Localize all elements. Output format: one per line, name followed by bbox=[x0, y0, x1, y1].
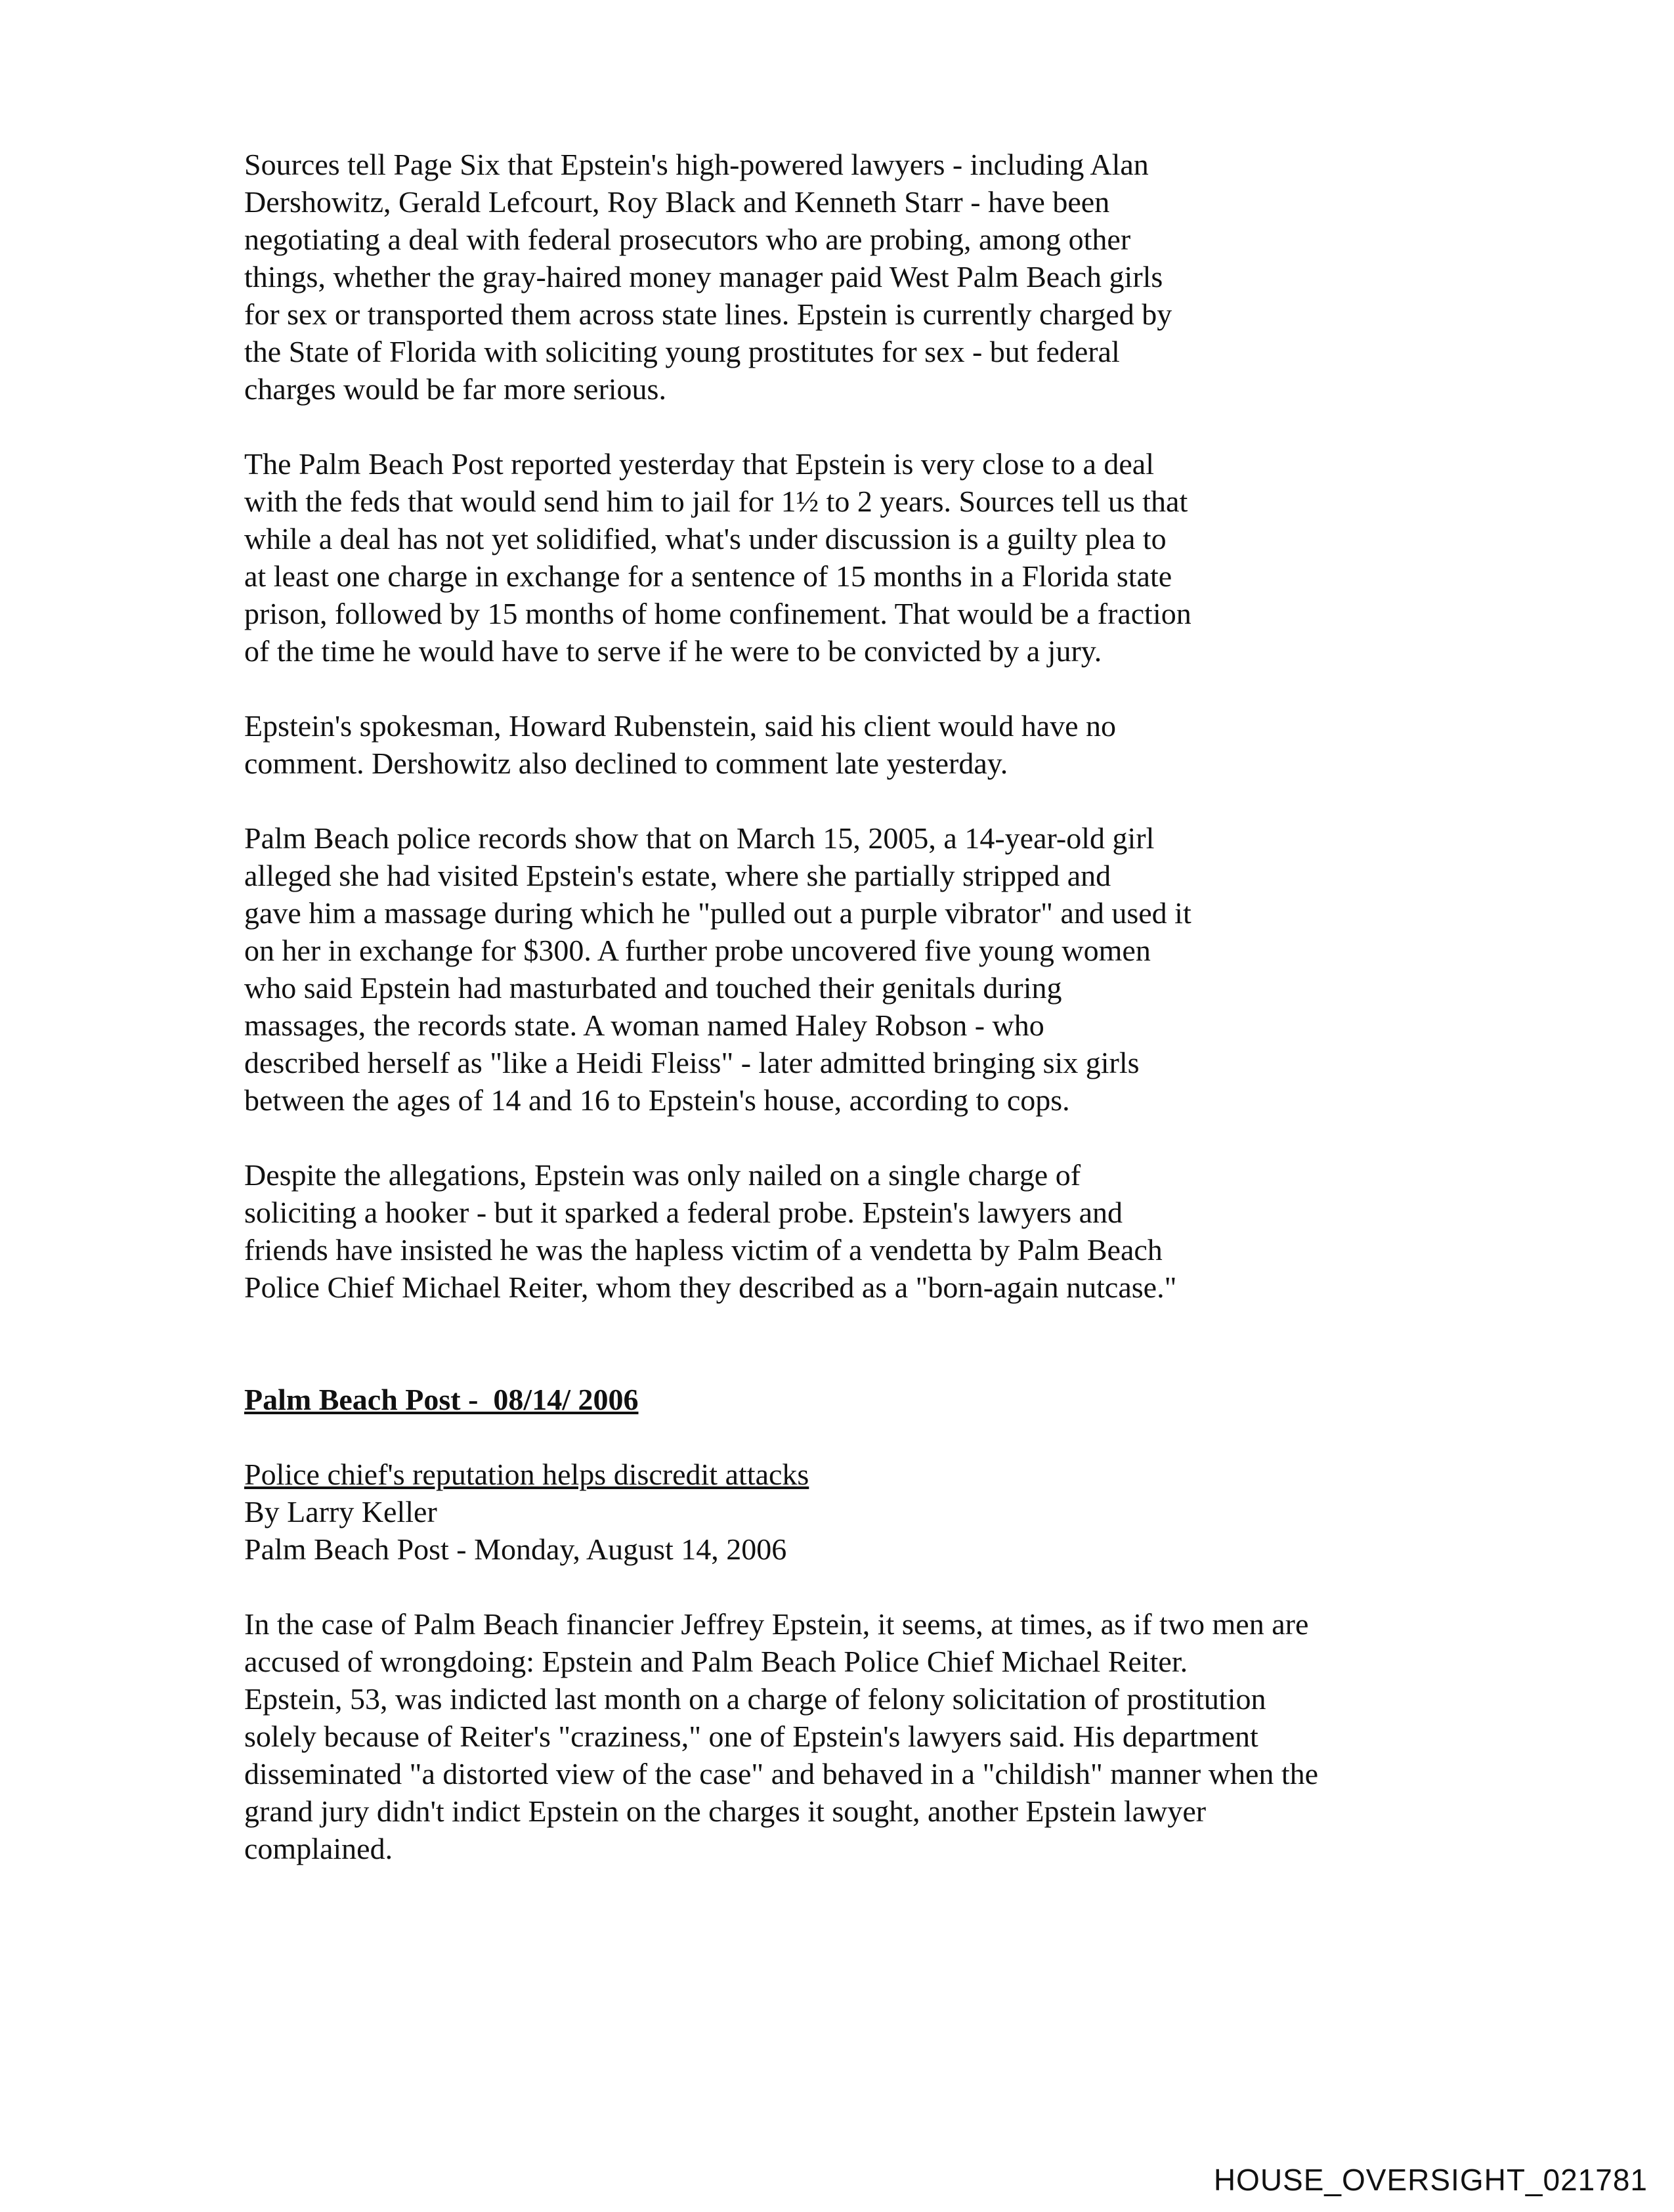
text-line: comment. Dershowitz also declined to comment late yesterday. bbox=[244, 747, 1008, 780]
paragraph-spacer bbox=[244, 408, 1426, 445]
text-line: on her in exchange for $300. A further probe uncovered five young women bbox=[244, 934, 1151, 967]
text-line: things, whether the gray-haired money manager paid West Palm Beach girls bbox=[244, 260, 1163, 293]
paragraph-allegations bbox=[244, 1156, 1426, 1306]
bates-number: HOUSE_OVERSIGHT_021781 bbox=[1213, 2163, 1648, 2197]
paragraph-spokesman bbox=[244, 707, 1426, 782]
paragraph-page-six-negotiations bbox=[244, 146, 1426, 408]
paragraph-spacer bbox=[244, 670, 1426, 707]
section-heading: Palm Beach Post - 08/14/ 2006 bbox=[244, 1383, 639, 1416]
text-line: who said Epstein had masturbated and touched their genitals during bbox=[244, 971, 1062, 1005]
text-line: of the time he would have to serve if he were to be convicted by a jury. bbox=[244, 634, 1102, 668]
text-line: Palm Beach police records show that on March 15, 2005, a 14-year-old girl bbox=[244, 821, 1155, 855]
text-line: The Palm Beach Post reported yesterday that Epstein is very close to a deal bbox=[244, 447, 1154, 481]
text-line: Sources tell Page Six that Epstein's high-powered lawyers - including Alan bbox=[244, 148, 1149, 181]
text-line: Dershowitz, Gerald Lefcourt, Roy Black and Kenneth Starr - have been bbox=[244, 185, 1110, 219]
text-line: soliciting a hooker - but it sparked a federal probe. Epstein's lawyers and bbox=[244, 1196, 1123, 1229]
text-line: friends have insisted he was the hapless victim of a vendetta by Palm Beach bbox=[244, 1233, 1163, 1267]
paragraph-police-records bbox=[244, 819, 1426, 1119]
paragraph-spacer bbox=[244, 1568, 1426, 1605]
text-line: massages, the records state. A woman named Haley Robson - who bbox=[244, 1008, 1044, 1042]
text-line: for sex or transported them across state lines. Epstein is currently charged by bbox=[244, 297, 1172, 331]
article-title: Police chief's reputation helps discredit attacks bbox=[244, 1458, 809, 1491]
text-line: alleged she had visited Epstein's estate, where she partially stripped and bbox=[244, 859, 1111, 892]
paragraph-spacer bbox=[244, 782, 1426, 819]
text-line: between the ages of 14 and 16 to Epstein's house, according to cops. bbox=[244, 1083, 1070, 1117]
text-line: Despite the allegations, Epstein was only nailed on a single charge of bbox=[244, 1158, 1081, 1192]
text-line: grand jury didn't indict Epstein on the charges it sought, another Epstein lawyer bbox=[244, 1794, 1207, 1828]
text-line: charges would be far more serious. bbox=[244, 372, 666, 406]
paragraph-article-intro bbox=[244, 1605, 1426, 1867]
text-line: In the case of Palm Beach financier Jeffrey Epstein, it seems, at times, as if two men are bbox=[244, 1607, 1309, 1641]
text-line: complained. bbox=[244, 1832, 393, 1865]
article-byline: By Larry Keller bbox=[244, 1495, 437, 1529]
text-line: accused of wrongdoing: Epstein and Palm Beach Police Chief Michael Reiter. bbox=[244, 1645, 1188, 1678]
article-header bbox=[244, 1456, 1426, 1568]
text-line: solely because of Reiter's "craziness," one of Epstein's lawyers said. His department bbox=[244, 1720, 1258, 1753]
text-line: Police Chief Michael Reiter, whom they described as a "born-again nutcase." bbox=[244, 1270, 1177, 1304]
text-line: Epstein, 53, was indicted last month on a charge of felony solicitation of prostitution bbox=[244, 1682, 1266, 1716]
text-line: Epstein's spokesman, Howard Rubenstein, said his client would have no bbox=[244, 709, 1117, 743]
text-line: at least one charge in exchange for a sentence of 15 months in a Florida state bbox=[244, 559, 1172, 593]
section-spacer bbox=[244, 1306, 1426, 1381]
text-line: with the feds that would send him to jail for 1½ to 2 years. Sources tell us that bbox=[244, 485, 1188, 518]
paragraph-spacer bbox=[244, 1119, 1426, 1156]
article-dateline: Palm Beach Post - Monday, August 14, 2006 bbox=[244, 1532, 787, 1566]
text-line: while a deal has not yet solidified, what's under discussion is a guilty plea to bbox=[244, 522, 1167, 555]
paragraph-plea-deal bbox=[244, 445, 1426, 670]
text-line: negotiating a deal with federal prosecutors who are probing, among other bbox=[244, 223, 1131, 256]
paragraph-spacer bbox=[244, 1418, 1426, 1456]
text-line: the State of Florida with soliciting young prostitutes for sex - but federal bbox=[244, 335, 1120, 368]
document-body bbox=[244, 146, 1426, 1867]
section-heading-block bbox=[244, 1381, 1426, 1418]
text-line: disseminated "a distorted view of the case" and behaved in a "childish" manner when the bbox=[244, 1757, 1319, 1790]
text-line: gave him a massage during which he "pulled out a purple vibrator" and used it bbox=[244, 896, 1191, 930]
text-line: prison, followed by 15 months of home confinement. That would be a fraction bbox=[244, 597, 1191, 630]
text-line: described herself as "like a Heidi Fleiss" - later admitted bringing six girls bbox=[244, 1046, 1140, 1079]
